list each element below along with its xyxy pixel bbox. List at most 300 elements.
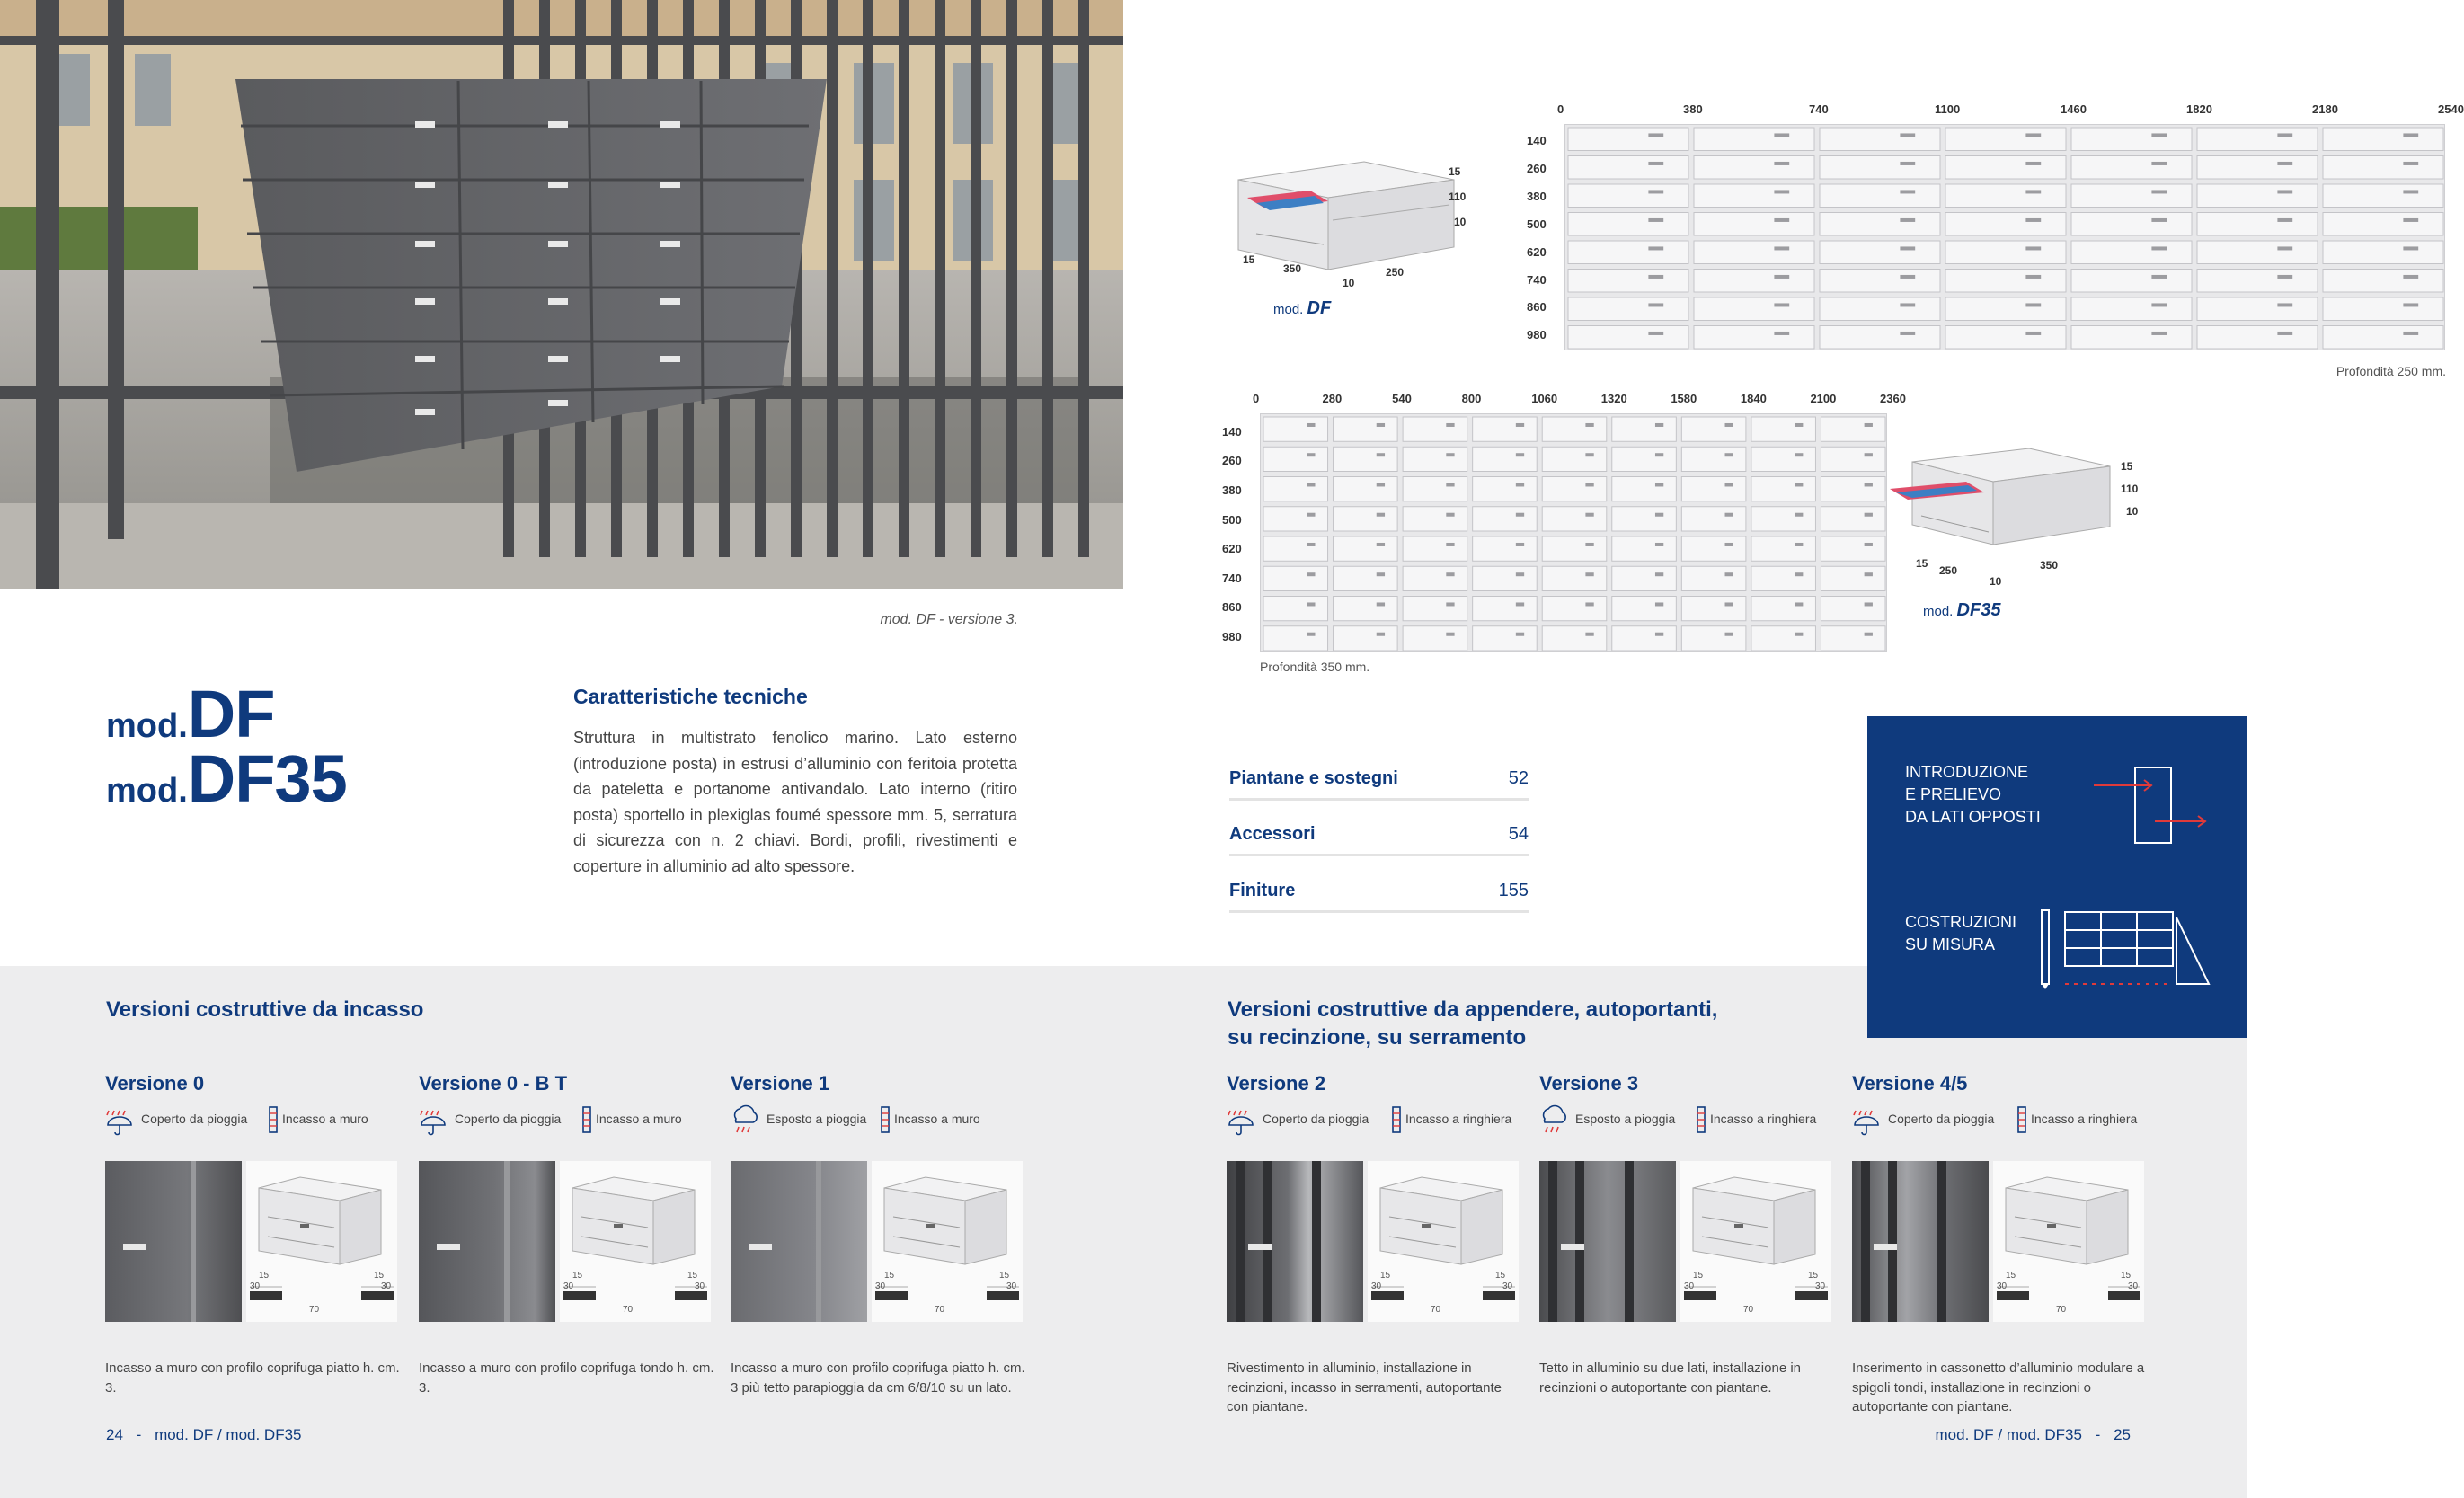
opposite-sides-icon <box>2092 766 2209 847</box>
footer-separator: - <box>2095 1426 2101 1443</box>
mail-slot <box>2025 162 2041 165</box>
mailbox-cell <box>1403 417 1467 441</box>
dim-label: 350 <box>1283 262 1302 275</box>
mailbox-cell <box>1821 507 1885 531</box>
mail-slot <box>1900 303 1915 306</box>
rain-covered-icon <box>419 1104 448 1138</box>
mailbox-cell <box>1542 536 1607 561</box>
dim-label: 15 <box>1380 1271 1391 1281</box>
mailbox-cell <box>2071 128 2192 151</box>
mail-slot <box>1307 543 1315 546</box>
dim-label: 15 <box>1449 165 1461 178</box>
mail-slot <box>1900 133 1915 137</box>
model-prefix: mod. <box>106 772 188 810</box>
dim-label: 250 <box>1939 564 1958 577</box>
dim-label: 110 <box>2121 483 2139 495</box>
mail-slot <box>1377 572 1385 576</box>
x-tick-label: 2180 <box>2312 102 2338 116</box>
mail-slot <box>1648 133 1663 137</box>
version-description: Rivestimento in alluminio, installazione in recinzioni, incasso in serramenti, autoportante con piantane. <box>1227 1361 1502 1414</box>
mailbox-cell <box>1820 184 1940 208</box>
mailbox-cell <box>1403 477 1467 501</box>
dim-label: 15 <box>1693 1271 1704 1281</box>
mailbox-cell <box>1473 536 1538 561</box>
mailbox-cell <box>1263 536 1328 561</box>
mount-icon <box>1695 1104 1707 1138</box>
mail-slot <box>2151 332 2167 335</box>
version-images <box>731 1161 1023 1322</box>
x-tick-label: 800 <box>1461 392 1482 405</box>
y-tick-label: 980 <box>1527 328 1547 342</box>
mail-slot <box>1585 602 1593 606</box>
mail-slot <box>1774 162 1789 165</box>
mailbox-cell <box>1473 507 1538 531</box>
dim-label: 30 <box>2128 1281 2139 1291</box>
mailbox-cell <box>1403 626 1467 651</box>
version-description: Incasso a muro con profilo coprifuga tondo h. cm. 3. <box>419 1361 714 1396</box>
version-card <box>1227 1072 1523 1414</box>
mail-slot <box>2151 218 2167 222</box>
rain-covered-icon <box>1227 1104 1255 1138</box>
dim-label: 70 <box>1743 1305 1754 1315</box>
df35-depth: Profondità 350 mm. <box>1260 660 1370 674</box>
mailbox-cell <box>2197 184 2318 208</box>
mail-slot <box>1648 246 1663 250</box>
mailbox-cell <box>1403 597 1467 621</box>
mail-slot <box>1585 483 1593 486</box>
mailbox-cell <box>1334 536 1398 561</box>
mailbox-cell <box>1821 597 1885 621</box>
x-tick-label: 280 <box>1322 392 1343 405</box>
mount-tag: Incasso a muro <box>596 1112 682 1126</box>
dim-label: 10 <box>1454 216 1467 228</box>
mailbox-cell <box>1681 507 1746 531</box>
mailbox-cell <box>1945 156 2066 180</box>
dim-label: 30 <box>1997 1281 2008 1291</box>
mailbox-cell <box>1334 417 1398 441</box>
dim-label: 350 <box>2040 559 2059 572</box>
mailbox-cell <box>1334 626 1398 651</box>
mailbox-cell <box>1821 536 1885 561</box>
version-photo <box>105 1161 242 1322</box>
dim-label: 15 <box>2121 1271 2132 1281</box>
mailbox-cell <box>2323 270 2443 293</box>
mailbox-cell <box>1568 270 1688 293</box>
mail-slot <box>2151 133 2167 137</box>
tech-heading: Caratteristiche tecniche <box>573 685 808 708</box>
mailbox-cell <box>1473 417 1538 441</box>
photo-caption: mod. DF - versione 3. <box>880 612 1018 627</box>
mount-tag: Incasso a ringhiera <box>1405 1112 1512 1126</box>
mail-slot <box>1516 513 1524 517</box>
mail-slot <box>1377 453 1385 456</box>
mail-slot <box>2151 246 2167 250</box>
mailbox-cell <box>1945 297 2066 321</box>
mailbox-cell <box>1681 626 1746 651</box>
page-number: 24 <box>106 1426 123 1443</box>
version-images <box>105 1161 397 1322</box>
rain-exposed-icon <box>731 1104 759 1138</box>
mailbox-cell <box>2197 297 2318 321</box>
dim-label: 250 <box>1386 266 1405 279</box>
tech-text: Struttura in multistrato fenolico marino. Lato esterno (introduzione posta) in estrusi d’alluminio con feritoia protetta da pateletta e portanome antivandalo. Lato interno (ritiro posta) sportello in plexiglas foumé spessore mm. 5, serratura di sicurezza con n. 2 chiavi. Bordi, profili, rivestimenti e coperture in alluminio ad alto spessore. <box>573 729 1017 875</box>
mail-slot <box>2277 133 2292 137</box>
mail-slot <box>1446 513 1454 517</box>
model-tag-prefix: mod. <box>1273 302 1304 317</box>
version-photo <box>1227 1161 1363 1322</box>
index-label: Finiture <box>1229 881 1296 900</box>
weather-tag: Coperto da pioggia <box>1888 1112 1995 1126</box>
mailbox-cell <box>1945 326 2066 350</box>
dim-label: 10 <box>1990 575 2002 588</box>
mailbox-cell <box>1542 597 1607 621</box>
dim-label: 10 <box>2126 505 2139 518</box>
y-tick-label: 380 <box>1527 189 1547 203</box>
dim-label: 30 <box>1815 1281 1826 1291</box>
feature-opposite-sides <box>1905 761 2041 829</box>
mail-slot <box>1900 275 1915 279</box>
version-description: Tetto in alluminio su due lati, installazione in recinzioni o autoportante con piantane. <box>1539 1361 1801 1396</box>
mailbox-cell <box>1681 477 1746 501</box>
dim-label: 15 <box>572 1271 583 1281</box>
mailbox-cell <box>1820 128 1940 151</box>
mailbox-cell <box>1681 536 1746 561</box>
mailbox-cell <box>1820 297 1940 321</box>
mailbox-cell <box>1542 626 1607 651</box>
version-title: Versione 0 <box>105 1072 205 1095</box>
index-row-accessori[interactable] <box>1229 813 1529 856</box>
mailbox-cell <box>2071 241 2192 264</box>
mailbox-cell <box>1568 156 1688 180</box>
df35-model-tag <box>1923 600 2000 621</box>
mailbox-cell <box>1694 184 1814 208</box>
feature-line: INTRODUZIONE <box>1905 763 2028 781</box>
mailbox-cell <box>1821 626 1885 651</box>
index-label: Accessori <box>1229 824 1316 844</box>
mailbox-cell <box>2071 184 2192 208</box>
dim-label: 15 <box>1495 1271 1506 1281</box>
mail-slot <box>1585 423 1593 427</box>
mail-slot <box>1307 602 1315 606</box>
mailbox-cell <box>2323 241 2443 264</box>
mailbox-cell <box>2071 213 2192 236</box>
mail-slot <box>1377 513 1385 517</box>
model-name: DF <box>187 677 275 751</box>
df-3d-drawing <box>1229 144 1463 297</box>
mail-slot <box>1648 162 1663 165</box>
mail-slot <box>1774 332 1789 335</box>
mail-slot <box>2403 275 2418 279</box>
mail-slot <box>1307 483 1315 486</box>
y-tick-label: 740 <box>1527 272 1547 287</box>
index-page: 155 <box>1498 881 1529 900</box>
mail-slot <box>1377 483 1385 486</box>
mail-slot <box>2403 218 2418 222</box>
y-tick-label: 380 <box>1222 483 1242 497</box>
dim-label: 70 <box>309 1305 320 1315</box>
mailbox-cell <box>1751 536 1816 561</box>
dim-label: 15 <box>884 1271 895 1281</box>
mail-slot <box>2277 246 2292 250</box>
mail-slot <box>1377 633 1385 636</box>
y-tick-label: 620 <box>1527 244 1547 259</box>
mailbox-cell <box>1681 417 1746 441</box>
df35-grid <box>1260 413 1887 652</box>
mailbox-cell <box>1612 447 1677 471</box>
mailbox-cell <box>1263 417 1328 441</box>
dim-label: 10 <box>1343 277 1355 289</box>
mailbox-cell <box>1821 477 1885 501</box>
mount-tag: Incasso a muro <box>282 1112 368 1126</box>
mailbox-cell <box>1694 270 1814 293</box>
index-label: Piantane e sostegni <box>1229 768 1398 788</box>
mailbox-cell <box>1612 626 1677 651</box>
mail-slot <box>1446 543 1454 546</box>
mailbox-cell <box>1821 417 1885 441</box>
rain-covered-icon <box>105 1104 134 1138</box>
mount-icon <box>879 1104 891 1138</box>
mail-slot <box>2025 303 2041 306</box>
mount-tag: Incasso a ringhiera <box>1710 1112 1817 1126</box>
mailbox-cell <box>1694 326 1814 350</box>
version-photo <box>1852 1161 1989 1322</box>
mail-slot <box>1377 543 1385 546</box>
mail-slot <box>1655 602 1663 606</box>
dim-label: 30 <box>695 1281 705 1291</box>
version-drawing <box>246 1161 397 1322</box>
mailbox-cell <box>2197 241 2318 264</box>
page-number: 25 <box>2114 1426 2131 1443</box>
mailbox-cell <box>1334 597 1398 621</box>
version-images <box>419 1161 711 1322</box>
mail-slot <box>1516 572 1524 576</box>
mailbox-cell <box>1612 566 1677 590</box>
section-line: su recinzione, su serramento <box>1228 1025 1527 1050</box>
version-drawing <box>560 1161 711 1322</box>
mail-slot <box>1655 633 1663 636</box>
weather-tag: Esposto a pioggia <box>767 1112 867 1126</box>
feature-line: E PRELIEVO <box>1905 785 2002 803</box>
mail-slot <box>1516 602 1524 606</box>
mail-slot <box>2151 190 2167 193</box>
mailbox-cell <box>2071 326 2192 350</box>
mail-slot <box>1865 543 1873 546</box>
version-title: Versione 3 <box>1539 1072 1639 1095</box>
mail-slot <box>1795 543 1803 546</box>
version-tags <box>1539 1104 1845 1135</box>
dim-label: 70 <box>2056 1305 2067 1315</box>
mail-slot <box>1446 572 1454 576</box>
mail-slot <box>1900 162 1915 165</box>
mail-slot <box>1795 633 1803 636</box>
mail-slot <box>1774 303 1789 306</box>
mail-slot <box>1774 275 1789 279</box>
mailbox-cell <box>1612 477 1677 501</box>
mail-slot <box>1655 572 1663 576</box>
footer-left <box>106 1426 302 1444</box>
x-tick-label: 2360 <box>1880 392 1906 405</box>
mail-slot <box>1900 246 1915 250</box>
mail-slot <box>1648 190 1663 193</box>
y-tick-label: 140 <box>1222 424 1242 439</box>
dim-label: 15 <box>374 1271 385 1281</box>
rain-covered-icon <box>1852 1104 1881 1138</box>
mailbox-cell <box>2323 326 2443 350</box>
mail-slot <box>1655 483 1663 486</box>
dim-label: 110 <box>1449 191 1467 203</box>
x-tick-label: 0 <box>1557 102 1564 116</box>
feature-custom <box>1905 911 2016 956</box>
mount-icon <box>2016 1104 2028 1138</box>
section-line: Versioni costruttive da appendere, autoportanti, <box>1228 997 1718 1022</box>
y-tick-label: 980 <box>1222 630 1242 644</box>
x-tick-label: 0 <box>1253 392 1260 405</box>
mailbox-cell <box>1473 447 1538 471</box>
y-tick-label: 860 <box>1222 600 1242 615</box>
version-title: Versione 4/5 <box>1852 1072 1968 1095</box>
mail-slot <box>1900 218 1915 222</box>
mailbox-cell <box>1820 270 1940 293</box>
version-tags <box>731 1104 1036 1135</box>
x-tick-label: 1460 <box>2061 102 2087 116</box>
feature-line: DA LATI OPPOSTI <box>1905 808 2041 826</box>
mailbox-cell <box>1945 128 2066 151</box>
mail-slot <box>1648 275 1663 279</box>
mount-icon <box>581 1104 593 1138</box>
mail-slot <box>2025 332 2041 335</box>
mail-slot <box>2025 218 2041 222</box>
mail-slot <box>1516 543 1524 546</box>
y-tick-label: 860 <box>1527 300 1547 315</box>
mail-slot <box>2025 275 2041 279</box>
mailbox-cell <box>1542 566 1607 590</box>
mailbox-cell <box>1568 326 1688 350</box>
mailbox-cell <box>2197 213 2318 236</box>
mail-slot <box>2277 332 2292 335</box>
mailbox-cell <box>1694 213 1814 236</box>
x-tick-label: 740 <box>1809 102 1829 116</box>
x-tick-label: 1320 <box>1600 392 1627 405</box>
mail-slot <box>1865 423 1873 427</box>
mail-slot <box>1865 453 1873 456</box>
mail-slot <box>1795 483 1803 486</box>
version-drawing <box>872 1161 1023 1322</box>
mailbox-cell <box>1694 128 1814 151</box>
mailbox-cell <box>2197 156 2318 180</box>
mount-icon <box>1390 1104 1403 1138</box>
mailbox-cell <box>2071 297 2192 321</box>
mailbox-cell <box>1473 626 1538 651</box>
x-tick-label: 1820 <box>2186 102 2212 116</box>
version-description: Incasso a muro con profilo coprifuga piatto h. cm. 3. <box>105 1361 400 1396</box>
mail-slot <box>1725 453 1733 456</box>
mailbox-cell <box>1263 626 1328 651</box>
mail-slot <box>2403 133 2418 137</box>
footer-separator: - <box>136 1426 142 1443</box>
mail-slot <box>1585 513 1593 517</box>
mailbox-cell <box>1820 326 1940 350</box>
x-tick-label: 1840 <box>1740 392 1767 405</box>
mailbox-cell <box>1945 241 2066 264</box>
mail-slot <box>1795 572 1803 576</box>
dim-label: 30 <box>1684 1281 1695 1291</box>
mail-slot <box>1585 572 1593 576</box>
version-photo <box>1539 1161 1676 1322</box>
mail-slot <box>1655 423 1663 427</box>
weather-tag: Coperto da pioggia <box>141 1112 248 1126</box>
index-row-piantane[interactable] <box>1229 758 1529 801</box>
mailbox-cell <box>1821 566 1885 590</box>
dim-label: 30 <box>1371 1281 1382 1291</box>
footer-right <box>1936 1426 2132 1444</box>
version-photo <box>419 1161 555 1322</box>
mail-slot <box>1900 332 1915 335</box>
feature-line: COSTRUZIONI <box>1905 913 2016 931</box>
mailbox-cell <box>1473 597 1538 621</box>
mail-slot <box>1655 453 1663 456</box>
mailbox-cell <box>1542 447 1607 471</box>
dim-label: 15 <box>2121 460 2133 473</box>
mail-slot <box>2403 190 2418 193</box>
mail-slot <box>1774 190 1789 193</box>
mail-slot <box>1307 453 1315 456</box>
mail-slot <box>2151 275 2167 279</box>
dim-label: 70 <box>623 1305 634 1315</box>
mail-slot <box>1725 572 1733 576</box>
mailbox-cell <box>1612 597 1677 621</box>
mailbox-cell <box>1542 477 1607 501</box>
mail-slot <box>1446 633 1454 636</box>
mail-slot <box>1377 423 1385 427</box>
mail-slot <box>2403 332 2418 335</box>
mailbox-cell <box>1820 213 1940 236</box>
mail-slot <box>1865 633 1873 636</box>
mail-slot <box>1516 633 1524 636</box>
mail-slot <box>1725 633 1733 636</box>
mailbox-cell <box>1751 626 1816 651</box>
index-row-finiture[interactable] <box>1229 870 1529 913</box>
x-tick-label: 540 <box>1392 392 1412 405</box>
version-tags <box>419 1104 724 1135</box>
mailbox-cell <box>2323 297 2443 321</box>
mail-slot <box>2025 190 2041 193</box>
model-tag-name: DF <box>1307 298 1332 318</box>
mail-slot <box>2403 246 2418 250</box>
mailbox-cell <box>1542 417 1607 441</box>
mount-icon <box>267 1104 279 1138</box>
dim-label: 15 <box>1808 1271 1819 1281</box>
mail-slot <box>1307 423 1315 427</box>
index-page: 54 <box>1508 824 1529 844</box>
mail-slot <box>1774 133 1789 137</box>
dim-label: 15 <box>1243 253 1255 266</box>
mailbox-cell <box>1820 156 1940 180</box>
x-tick-label: 1100 <box>1935 102 1961 116</box>
mail-slot <box>2277 190 2292 193</box>
mail-slot <box>1585 453 1593 456</box>
mailbox-cell <box>1751 447 1816 471</box>
mailbox-cell <box>1945 270 2066 293</box>
mail-slot <box>1516 423 1524 427</box>
mailbox-cell <box>1751 507 1816 531</box>
mail-slot <box>1725 602 1733 606</box>
dim-label: 15 <box>2006 1271 2016 1281</box>
mail-slot <box>1446 453 1454 456</box>
mail-slot <box>1648 303 1663 306</box>
mailbox-cell <box>1751 597 1816 621</box>
mailbox-cell <box>1568 184 1688 208</box>
mail-slot <box>1307 633 1315 636</box>
